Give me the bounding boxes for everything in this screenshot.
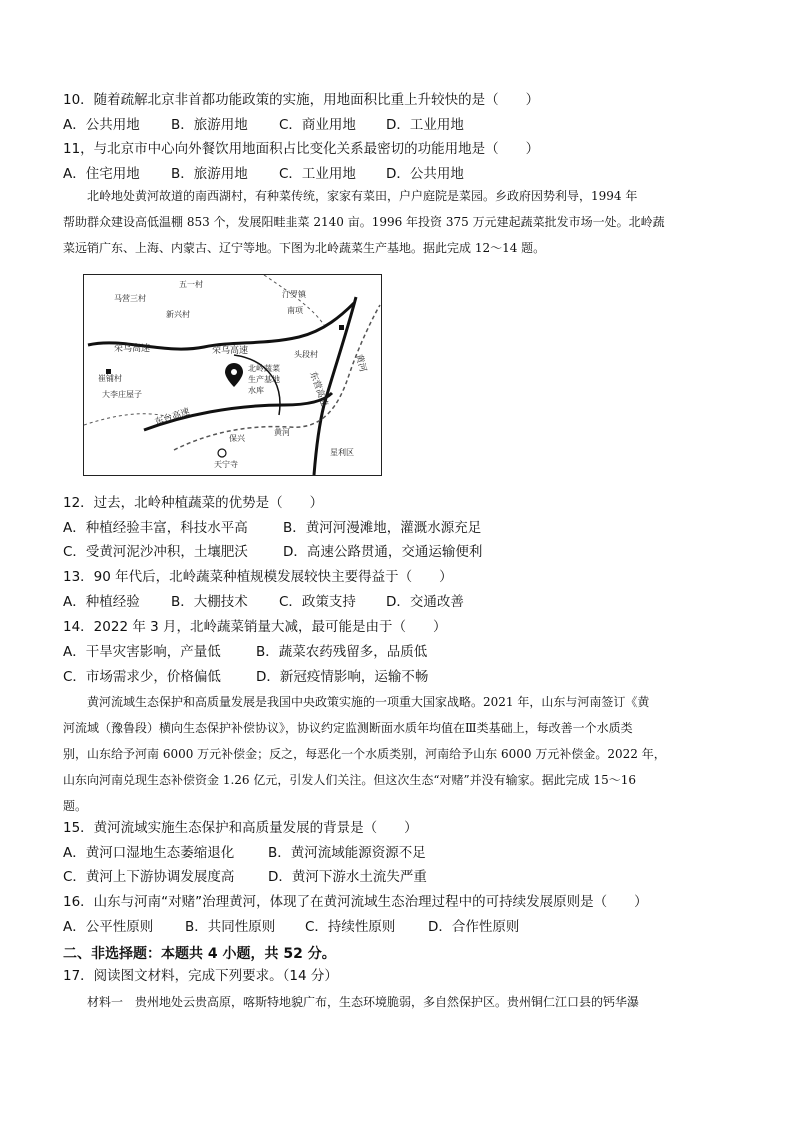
label-huanghe: 黄河 bbox=[274, 428, 290, 437]
q10-option-b: B．旅游用地 bbox=[171, 117, 248, 133]
label-huanghe-river: 黄河 bbox=[353, 353, 368, 374]
q11-stem: 11，与北京市中心向外餐饮用地面积占比变化关系最密切的功能用地是（ ） bbox=[63, 141, 540, 157]
label-base-2: 生产基地 bbox=[248, 375, 280, 384]
q12-option-c: C．受黄河泥沙冲积，土壤肥沃 bbox=[63, 544, 248, 560]
q12-stem: 12．过去，北岭种植蔬菜的优势是（ ） bbox=[63, 495, 324, 511]
q11-options bbox=[63, 165, 464, 183]
q17-stem: 17．阅读图文材料，完成下列要求。（14 分） bbox=[63, 968, 338, 984]
label-cuipu: 崔铺村 bbox=[98, 374, 122, 383]
material-12-14 bbox=[63, 183, 735, 261]
q15-option-c: C．黄河上下游协调发展度高 bbox=[63, 869, 235, 885]
q13-options bbox=[63, 593, 464, 611]
rongwu-highway-line bbox=[88, 303, 354, 349]
q16-option-b: B．共同性原则 bbox=[185, 919, 276, 935]
material-12-14-line1: 北岭地处黄河故道的南西湖村，有种菜传统，家家有菜田，户户庭院是菜园。乡政府因势利导，1994 年 bbox=[87, 189, 638, 203]
q13-option-c: C．政策支持 bbox=[279, 594, 356, 610]
boundary-line-1 bbox=[264, 275, 324, 325]
q12-option-d: D．高速公路贯通，交通运输便利 bbox=[283, 544, 483, 560]
q15-stem: 15．黄河流域实施生态保护和高质量发展的背景是（ ） bbox=[63, 820, 418, 836]
q11-option-a: A．住宅用地 bbox=[63, 166, 140, 182]
q13-stem: 13．90 年代后，北岭蔬菜种植规模发展较快主要得益于（ ） bbox=[63, 569, 453, 585]
map-svg bbox=[84, 275, 381, 475]
q17-material bbox=[63, 989, 735, 1015]
label-rongwu-2: 荣乌高速 bbox=[212, 346, 249, 356]
material-15-16-line1: 黄河流域生态保护和高质量发展是我国中央政策实施的一项重大国家战略。2021 年，山东与河南签订《黄 bbox=[87, 695, 650, 709]
q14-options-row2 bbox=[63, 668, 428, 686]
material-15-16 bbox=[63, 689, 735, 819]
q14-option-b: B．蔬菜农药残留多，品质低 bbox=[256, 644, 428, 660]
touliang-marker bbox=[339, 325, 344, 330]
tianning-marker bbox=[218, 449, 226, 457]
label-tingluo: 汀罗镇 bbox=[282, 290, 306, 299]
q15-options-row2 bbox=[63, 868, 427, 886]
q10-option-c: C．商业用地 bbox=[279, 117, 356, 133]
material-15-16-line4: 山东向河南兑现生态补偿资金 1.26 亿元，引发人们关注。但这次生态“对赌”并没有输家。据此完成 15～16 bbox=[63, 773, 636, 787]
q15-option-b: B．黄河流域能源资源不足 bbox=[268, 845, 426, 861]
q13-option-b: B．大棚技术 bbox=[171, 594, 248, 610]
vegetable-base-map bbox=[83, 274, 382, 476]
q15-option-a: A．黄河口湿地生态萎缩退化 bbox=[63, 845, 235, 861]
q10-option-d: D．工业用地 bbox=[386, 117, 464, 133]
label-dalizhuang: 大李庄屋子 bbox=[102, 390, 142, 399]
material-12-14-line3: 菜远销广东、上海、内蒙古、辽宁等地。下图为北岭蔬菜生产基地。据此完成 12～14 题。 bbox=[63, 241, 546, 255]
q10-stem: 10．随着疏解北京非首都功能政策的实施，用地面积比重上升较快的是（ ） bbox=[63, 92, 540, 108]
q14-option-c: C．市场需求少，价格偏低 bbox=[63, 669, 221, 685]
base-pin-dot bbox=[231, 369, 237, 375]
q10-option-a: A．公共用地 bbox=[63, 117, 140, 133]
label-wuyi: 五一村 bbox=[179, 280, 203, 289]
q11-option-d: D．公共用地 bbox=[386, 166, 464, 182]
q11-option-b: B．旅游用地 bbox=[171, 166, 248, 182]
q12-options-row2 bbox=[63, 543, 482, 561]
material-15-16-line3: 别，山东给予河南 6000 万元补偿金；反之，每恶化一个水质类别，河南给予山东 6000 万元补偿金。2022 年， bbox=[63, 747, 666, 761]
q10-options bbox=[63, 116, 464, 134]
q17-material-line1: 材料一 贵州地处云贵高原，喀斯特地貌广布，生态环境脆弱，多自然保护区。贵州铜仁江口县的钙华瀑 bbox=[87, 995, 640, 1009]
q14-stem: 14．2022 年 3 月，北岭蔬菜销量大减，最可能是由于（ ） bbox=[63, 619, 447, 635]
label-xingli: 星利区 bbox=[330, 448, 354, 457]
q16-option-a: A．公平性原则 bbox=[63, 919, 154, 935]
q14-option-d: D．新冠疫情影响，运输不畅 bbox=[256, 669, 429, 685]
q14-options-row1 bbox=[63, 643, 427, 661]
q16-option-d: D．合作性原则 bbox=[428, 919, 520, 935]
q15-option-d: D．黄河下游水土流失严重 bbox=[268, 869, 427, 885]
material-15-16-line5: 题。 bbox=[63, 799, 88, 813]
label-touliang: 头段村 bbox=[294, 350, 318, 359]
q12-option-a: A．种植经验丰富，科技水平高 bbox=[63, 520, 248, 536]
q12-options-row1 bbox=[63, 519, 481, 537]
q14-option-a: A．干旱灾害影响，产量低 bbox=[63, 644, 221, 660]
label-water: 水库 bbox=[248, 386, 264, 395]
q13-option-d: D．交通改善 bbox=[386, 594, 464, 610]
material-12-14-line2: 帮助群众建设高低温棚 853 个，发展阳畦韭菜 2140 亩。1996 年投资 375 万元建起蔬菜批发市场一处。北岭蔬 bbox=[63, 215, 665, 229]
q16-stem: 16．山东与河南“对赌”治理黄河，体现了在黄河流域生态治理过程中的可持续发展原则是（ ） bbox=[63, 894, 648, 910]
label-majiasan: 马营三村 bbox=[114, 294, 146, 303]
q12-option-b: B．黄河河漫滩地，灌溉水源充足 bbox=[283, 520, 482, 536]
section-2-heading: 二、非选择题：本题共 4 小题，共 52 分。 bbox=[63, 946, 336, 962]
q16-option-c: C．持续性原则 bbox=[305, 919, 396, 935]
label-xinxing: 新兴村 bbox=[166, 310, 190, 319]
label-base-1: 北岭蔬菜 bbox=[248, 364, 280, 373]
q16-options bbox=[63, 918, 519, 936]
q13-option-a: A．种植经验 bbox=[63, 594, 140, 610]
label-rongwu-1: 荣乌高速 bbox=[114, 344, 151, 354]
label-dongying: 东营高速 bbox=[307, 370, 329, 408]
label-baoxing: 保兴 bbox=[229, 434, 245, 443]
label-dongtai: 东台高速 bbox=[153, 407, 192, 428]
label-tianning: 天宁寺 bbox=[214, 460, 238, 469]
material-15-16-line2: 河流域（豫鲁段）横向生态保护补偿协议》，协议约定监测断面水质年均值在Ⅲ类基础上，每改善一个水质类 bbox=[63, 721, 633, 735]
q11-option-c: C．工业用地 bbox=[279, 166, 356, 182]
q15-options-row1 bbox=[63, 844, 426, 862]
label-nanxiang: 南项 bbox=[287, 306, 303, 315]
